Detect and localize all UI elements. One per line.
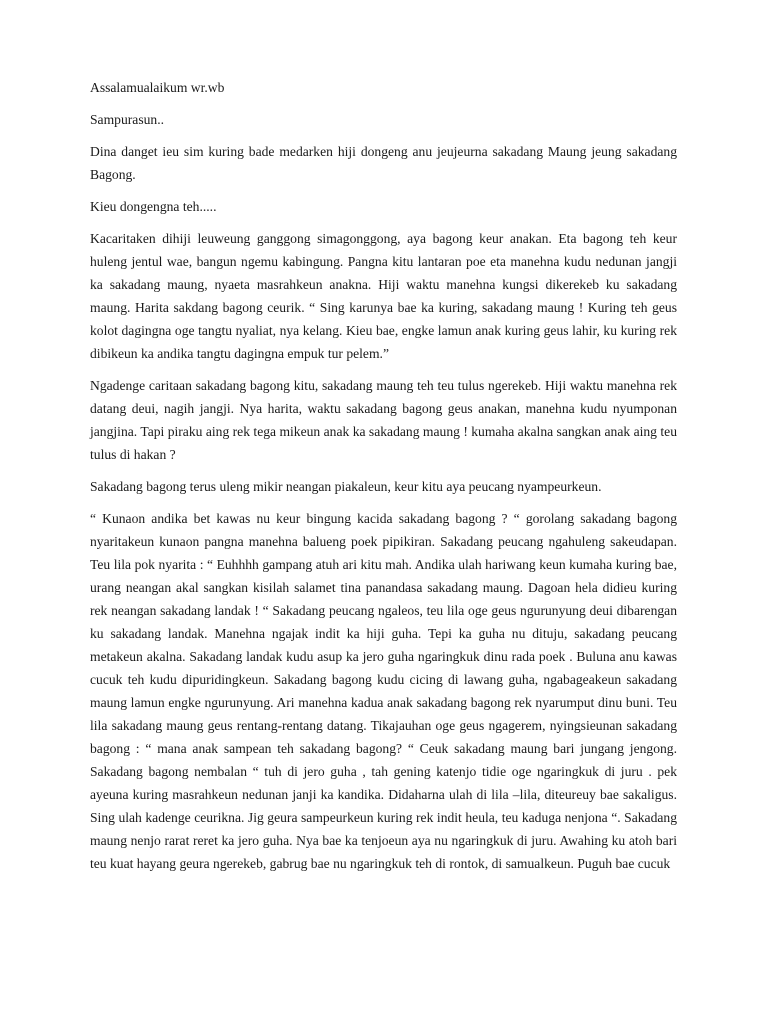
- story-paragraph: “ Kunaon andika bet kawas nu keur bingung kacida sakadang bagong ? “ gorolang sakadang bagong nyaritakeun kunaon pangna manehna balueng poek pipikiran. Sakadang peucang ngahuleng sakeudapan. Teu lila pok nyarita : “ Euhhhh gampang atuh ari kitu mah. Andika ulah hariwang keun kumaha kuring bae, urang neangan akal sangkan kisilah salamet tina panandasa sakadang maung. Dagoan hela didieu kuring rek neangan sakadang landak ! “ Sakadang peucang ngaleos, teu lila oge geus ngurunyung deui dibarengan ku sakadang landak. Manehna ngajak indit ka hiji guha. Tepi ka guha nu dituju, sakadang peucang metakeun akalna. Sakadang landak kudu asup ka jero guha ngaringkuk dinu rada poek . Buluna anu kawas cucuk teh kudu dipuridingkeun. Sakadang bagong kudu cicing di lawang guha, ngabageakeun sakadang maung lamun engke ngurunyung. Ari manehna kadua anak sakadang bagong rek nyarumput dinu buni. Teu lila sakadang maung geus rentang-rentang datang. Tikajauhan oge geus ngagerem, nyingsieunan sakadang bagong : “ mana anak sampean teh sakadang bagong? “ Ceuk sakadang maung bari jungang jengong. Sakadang bagong nembalan “ tuh di jero guha , tah gening katenjo tidie oge ngaringkuk di juru . pek ayeuna kuring masrahkeun nedunan janji ka kandika. Didaharna ulah di lila –lila, diteureuy bae sakaligus. Sing ulah kadenge ceurikna. Jig geura sampeurkeun kuring rek indit heula, teu kaduga nenjona “. Sakadang maung nenjo rarat reret ka jero guha. Nya bae ka tenjoeun aya nu ngaringkuk di juru. Awahing ku atoh bari teu kuat hayang geura ngerekeb, gabrug bae nu ngaringkuk teh di rontok, di samualkeun. Puguh bae cucuk: [90, 511, 677, 871]
- sampurasun-line: Sampurasun..: [90, 112, 165, 127]
- story-opening-line: Kieu dongengna teh.....: [90, 199, 217, 214]
- story-paragraph: Sakadang bagong terus uleng mikir neangan piakaleun, keur kitu aya peucang nyampeurkeun.: [90, 479, 602, 494]
- greeting-line: Assalamualaikum wr.wb: [90, 80, 225, 95]
- story-paragraph: Ngadenge caritaan sakadang bagong kitu, sakadang maung teh teu tulus ngerekeb. Hiji waktu manehna rek datang deui, nagih jangji. Nya harita, waktu sakadang bagong geus anakan, manehna kudu nyumponan jangjina. Tapi piraku aing rek tega mikeun anak ka sakadang maung ! kumaha akalna sangkan anak aing teu tulus di hakan ?: [90, 378, 677, 462]
- intro-paragraph: Dina danget ieu sim kuring bade medarken hiji dongeng anu jeujeurna sakadang Maung jeung sakadang Bagong.: [90, 144, 677, 182]
- document-page: [90, 76, 677, 884]
- story-paragraph: Kacaritaken dihiji leuweung ganggong simagonggong, aya bagong keur anakan. Eta bagong teh keur huleng jentul wae, bangun ngemu kabingung. Pangna kitu lantaran poe eta manehna kudu nedunan jangji ka sakadang maung, nyaeta masrahkeun anakna. Hiji waktu manehna kungsi dikerekeb ku sakadang maung. Harita sakdang bagong ceurik. “ Sing karunya bae ka kuring, sakadang maung ! Kuring teh geus kolot dagingna oge tangtu nyaliat, nya kelang. Kieu bae, engke lamun anak kuring geus lahir, ku kuring rek dibikeun ka andika tangtu dagingna empuk tur pelem.”: [90, 231, 677, 361]
